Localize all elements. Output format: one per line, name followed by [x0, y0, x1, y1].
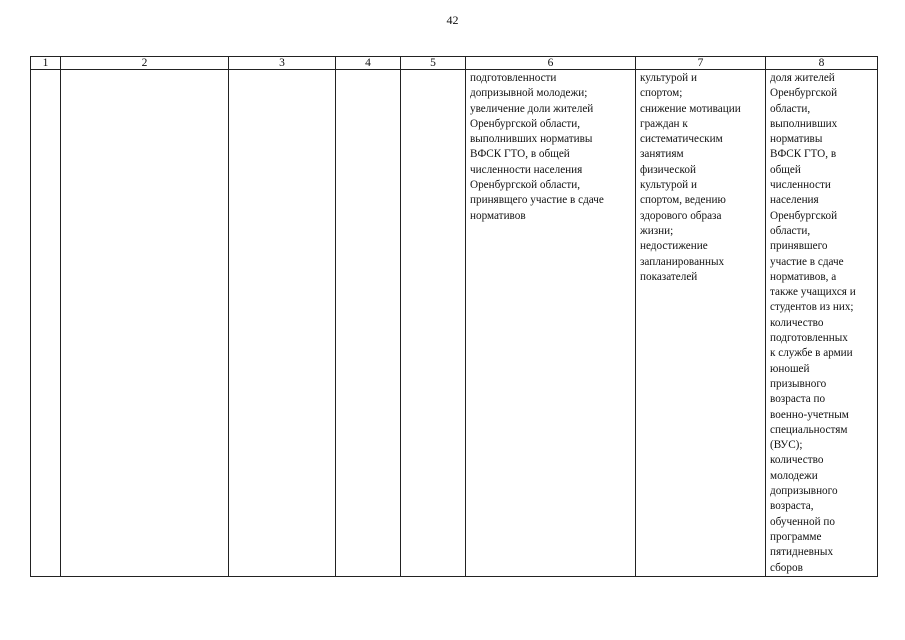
cell-col-4	[336, 70, 401, 577]
cell-col-6	[466, 70, 636, 577]
header-col-1: 1	[31, 57, 61, 70]
header-col-6: 6	[466, 57, 636, 70]
document-table	[30, 56, 878, 577]
header-col-7: 7	[636, 57, 766, 70]
cell-col-1	[31, 70, 61, 577]
header-col-2: 2	[61, 57, 229, 70]
header-row	[31, 57, 878, 70]
cell-col-7-text: культурой и спортом; снижение мотивации граждан к систематическим занятиям физической культурой и спортом, ведению здорового образа жизни; недостижение запланированных показателей	[640, 72, 741, 283]
cell-col-8	[766, 70, 878, 577]
header-col-4: 4	[336, 57, 401, 70]
table-header	[31, 57, 878, 70]
cell-col-6-text: подготовленности допризывной молодежи; увеличение доли жителей Оренбургской области, выполнивших нормативы ВФСК ГТО, в общей численности населения Оренбургской области, принявщего участие в сдаче нормативов	[470, 72, 604, 222]
cell-col-3	[229, 70, 336, 577]
cell-col-8-text: доля жителей Оренбургской области, выполнивших нормативы ВФСК ГТО, в общей численности населения Оренбургской области, принявшего участие в сдаче нормативов, а также учащихся и студентов из них; количество подготовленных к службе в армии юношей призывного возраста по военно-учетным специальностям (ВУС); количество молодежи допризывного возраста, обученной по программе пятидневных сборов	[770, 72, 856, 574]
header-col-3: 3	[229, 57, 336, 70]
header-col-5: 5	[401, 57, 466, 70]
page-number: 42	[446, 13, 459, 27]
cell-col-2	[61, 70, 229, 577]
cell-col-7	[636, 70, 766, 577]
header-col-8: 8	[766, 57, 878, 70]
table-row	[31, 70, 878, 577]
table-body	[31, 70, 878, 577]
cell-col-5	[401, 70, 466, 577]
